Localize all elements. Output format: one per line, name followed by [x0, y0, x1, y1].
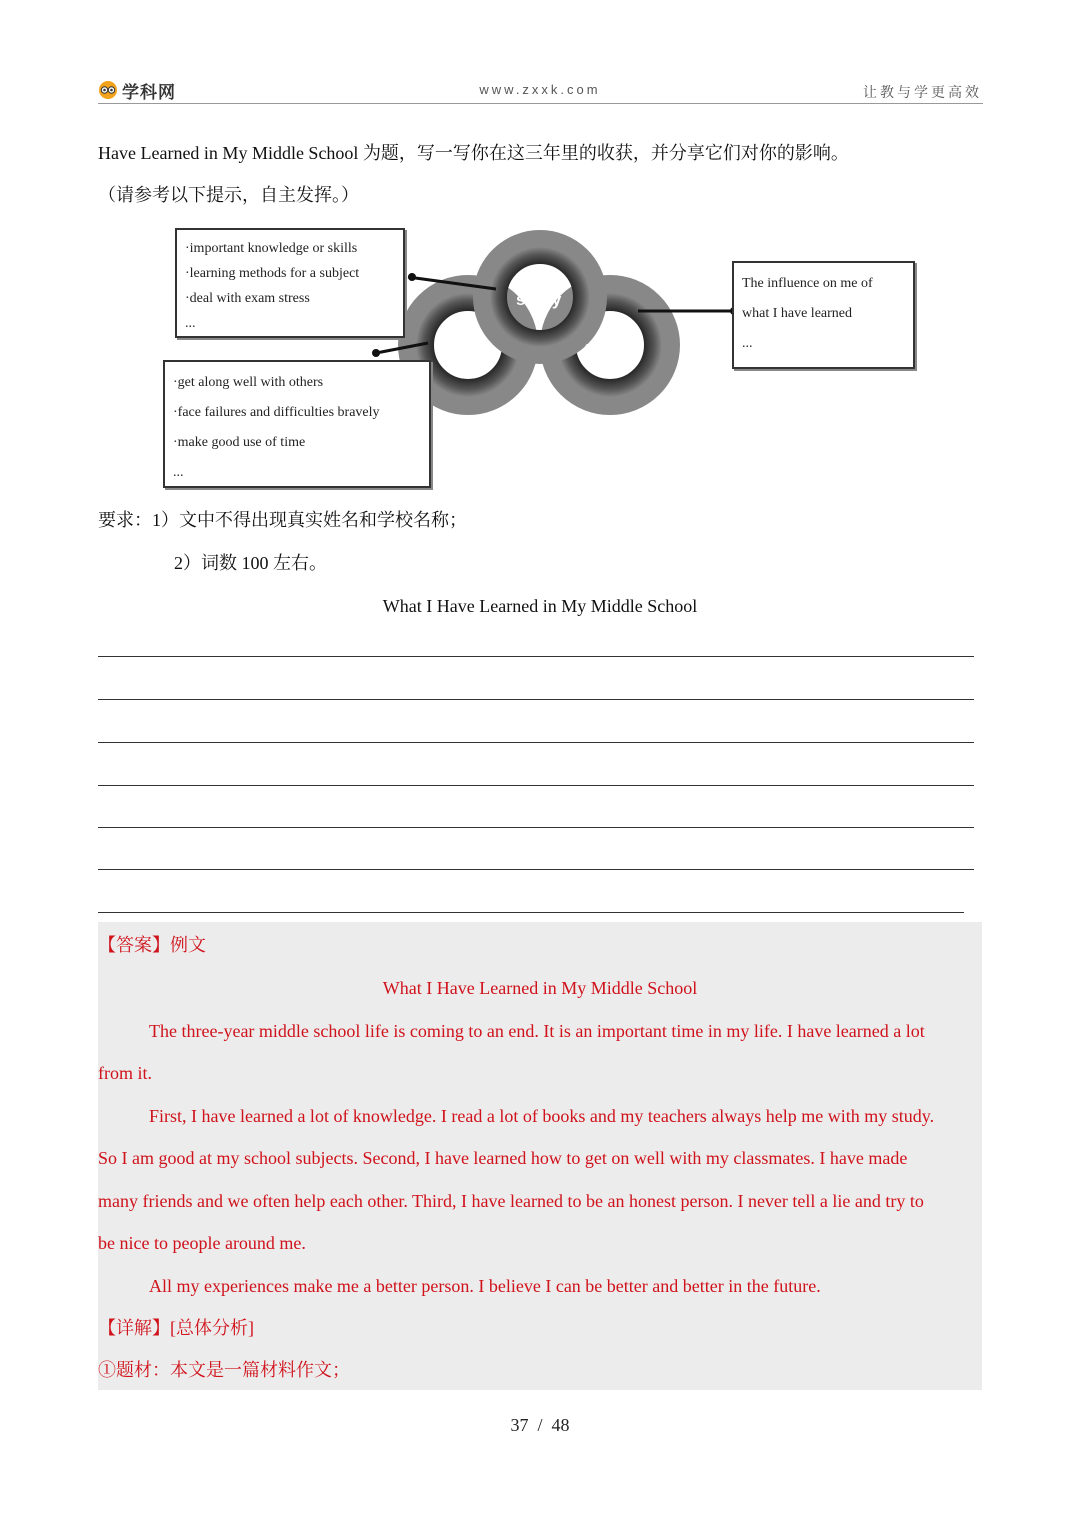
study-hint: ·deal with exam stress [185, 291, 310, 306]
intro-line-1: Have Learned in My Middle School 为题，写一写你在这三年里的收获，并分享它们对你的影响。 [98, 143, 849, 163]
detail-item-1: ①题材：本文是一篇材料作文； [98, 1360, 350, 1380]
answer-paragraph-2-line-2: So I am good at my school subjects. Second, I have learned how to get on well with my classmates. I have made [98, 1148, 908, 1168]
future-hints-box [732, 261, 915, 369]
answer-paragraph-2-line-4: be nice to people around me. [98, 1233, 306, 1253]
writing-line[interactable] [98, 912, 964, 913]
page-number [0, 1415, 1080, 1436]
life-hints-box [163, 360, 431, 488]
life-hint: ·make good use of time [173, 435, 306, 450]
logo-text: 学科网 [122, 82, 176, 102]
answer-title: What I Have Learned in My Middle School [382, 978, 698, 998]
answer-paragraph-2-line-3: many friends and we often help each other. Third, I have learned to be an honest person. I never tell a lie and try to [98, 1191, 924, 1211]
intro-line-2: （请参考以下提示，自主发挥。） [98, 185, 359, 205]
answer-paragraph-2-line-1: First, I have learned a lot of knowledge. I read a lot of books and my teachers always help me with my study. [149, 1106, 935, 1126]
writing-line[interactable] [98, 785, 974, 786]
current-page: 37 [510, 1415, 529, 1435]
detail-label: 【详解】[总体分析] [98, 1318, 254, 1338]
study-hints-box [175, 228, 405, 338]
future-ring-label: future [584, 341, 633, 360]
answer-paragraph-1-line-1: The three-year middle school life is coming to an end. It is an important time in my life. I have learned a lot [149, 1021, 925, 1041]
study-ring-label: study [516, 290, 562, 309]
header-divider [98, 103, 983, 104]
total-pages: 48 [551, 1415, 570, 1435]
life-hint: ·get along well with others [173, 375, 324, 390]
life-hint: ·face failures and difficulties bravely [173, 405, 380, 420]
future-hint: The influence on me of [742, 276, 873, 291]
writing-line[interactable] [98, 656, 974, 657]
study-hint: ... [185, 316, 196, 331]
requirement-1: 要求：1）文中不得出现真实姓名和学校名称； [98, 510, 467, 530]
life-hint: ... [173, 465, 184, 480]
writing-line[interactable] [98, 827, 974, 828]
header-url[interactable]: www.zxxk.com [479, 82, 601, 97]
writing-line[interactable] [98, 742, 974, 743]
writing-line[interactable] [98, 699, 974, 700]
study-hint: ·important knowledge or skills [185, 241, 358, 256]
future-hint: ... [742, 336, 753, 351]
study-hint: ·learning methods for a subject [185, 266, 360, 281]
answer-paragraph-1-line-2: from it. [98, 1063, 152, 1083]
future-hint: what I have learned [742, 306, 852, 321]
page-separator: / [537, 1415, 543, 1435]
answer-paragraph-3-line-1: All my experiences make me a better person. I believe I can be better and better in the future. [149, 1276, 821, 1296]
mind-map-diagram [160, 225, 920, 495]
answer-label: 【答案】例文 [98, 935, 206, 955]
essay-title: What I Have Learned in My Middle School [382, 596, 698, 616]
requirement-2: 2）词数 100 左右。 [174, 553, 327, 573]
life-ring-label: life [453, 341, 478, 360]
writing-line[interactable] [98, 869, 974, 870]
header-slogan: 让教与学更高效 [863, 84, 982, 100]
